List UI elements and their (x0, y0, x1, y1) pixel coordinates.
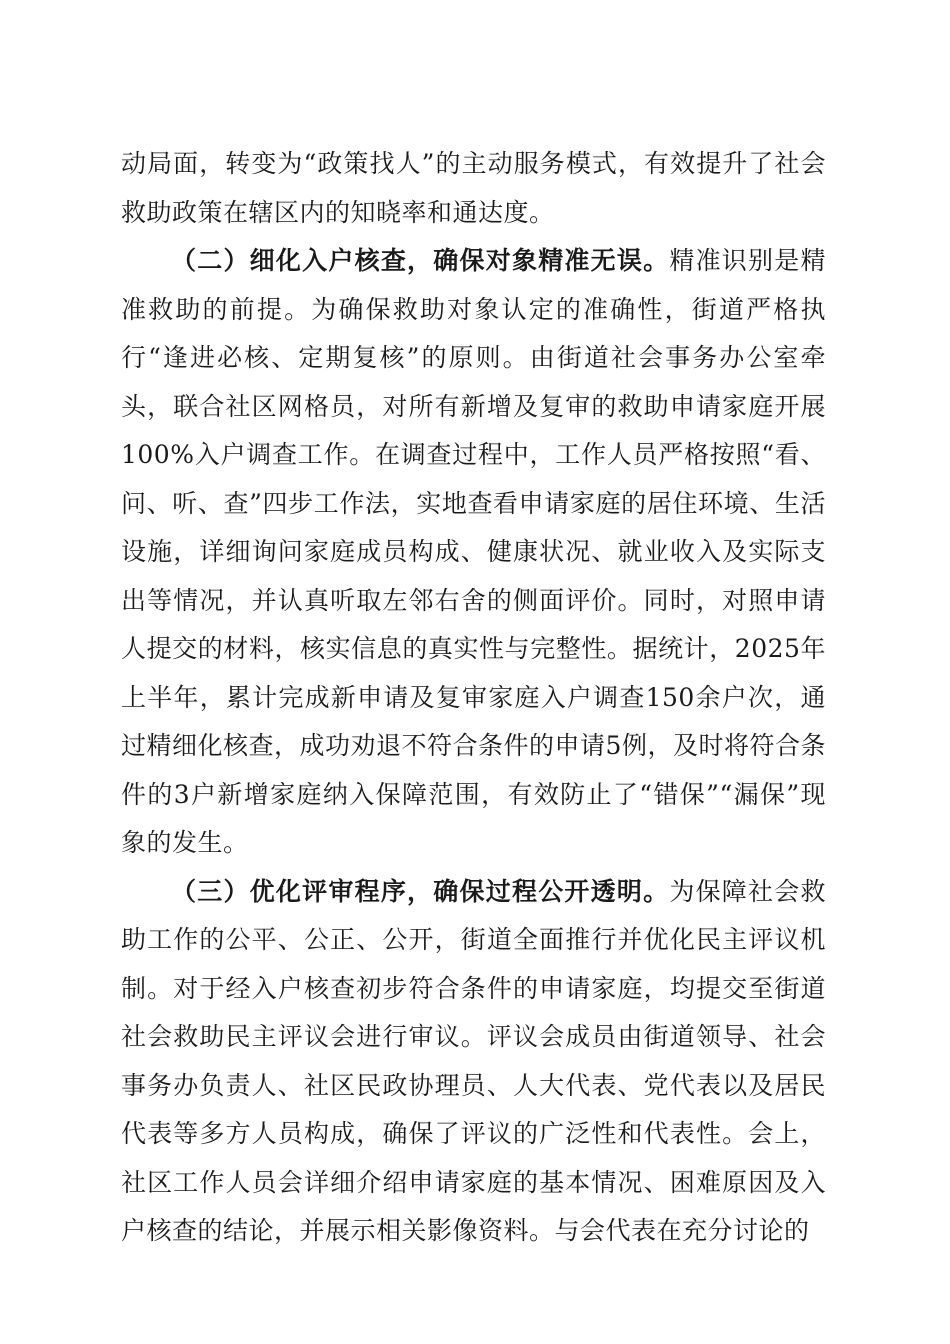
paragraph-text: 精准识别是精准救助的前提。为确保救助对象认定的准确性，街道严格执行“逢进必核、定期复核”的原则。由街道社会事务办公室牵头，联合社区网格员，对所有新增及复审的救助申请家庭开展100%入户调查工作。在调查过程中，工作人员严格按照“看、问、听、查”四步工作法，实地查看申请家庭的居住环境、生活设施，详细询问家庭成员构成、健康状况、就业收入及实际支出等情况，并认真听取左邻右舍的侧面评价。同时，对照申请人提交的材料，核实信息的真实性与完整性。据统计，2025年上半年，累计完成新申请及复审家庭入户调查150余户次，通过精细化核查，成功劝退不符合条件的申请5例，及时将符合条件的3户新增家庭纳入保障范围，有效防止了“错保”“漏保”现象的发生。 (121, 246, 826, 857)
document-body (121, 140, 826, 1256)
paragraph-continuation (121, 140, 826, 237)
paragraph-section-3 (121, 868, 826, 1256)
paragraph-text: 动局面，转变为“政策找人”的主动服务模式，有效提升了社会救助政策在辖区内的知晓率和通达度。 (121, 149, 826, 227)
paragraph-section-2 (121, 237, 826, 868)
paragraph-text: 为保障社会救助工作的公平、公正、公开，街道全面推行并优化民主评议机制。对于经入户核查初步符合条件的申请家庭，均提交至街道社会救助民主评议会进行审议。评议会成员由街道领导、社会事务办负责人、社区民政协理员、人大代表、党代表以及居民代表等多方人员构成，确保了评议的广泛性和代表性。会上，社区工作人员会详细介绍申请家庭的基本情况、困难原因及入户核查的结论，并展示相关影像资料。与会代表在充分讨论的 (121, 876, 826, 1245)
section-heading: （三）优化评审程序，确保过程公开透明。 (171, 876, 670, 906)
section-heading: （二）细化入户核查，确保对象精准无误。 (171, 246, 670, 275)
